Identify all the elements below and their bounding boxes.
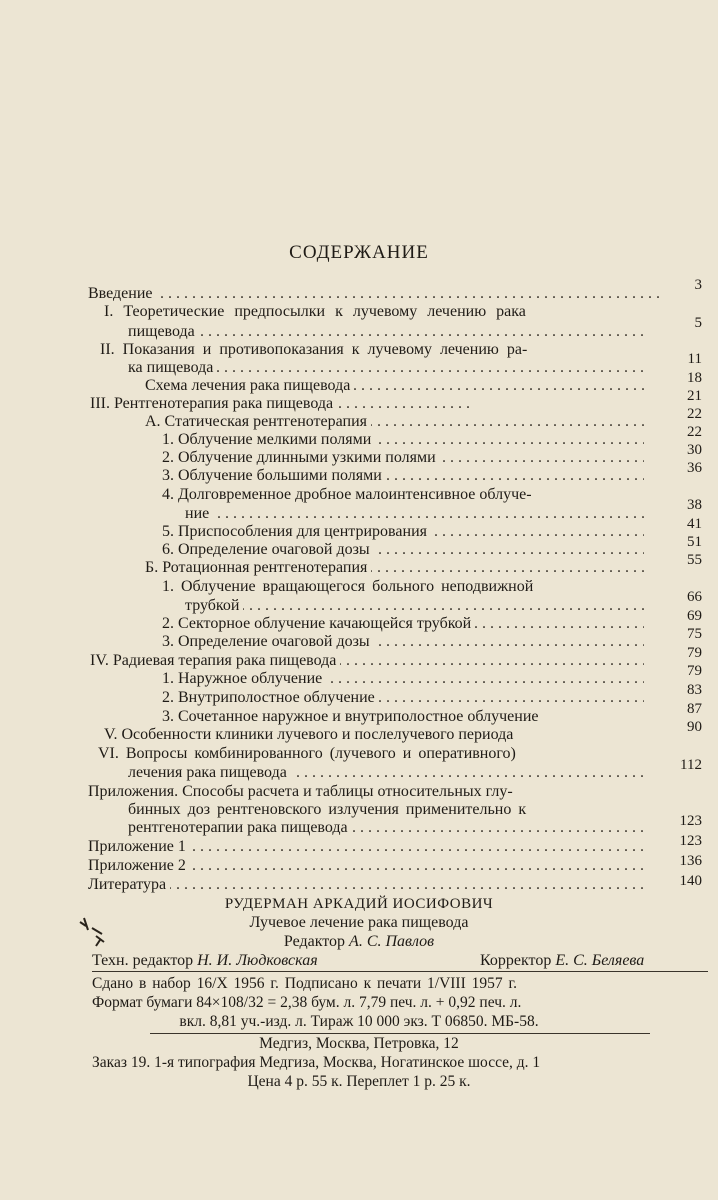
toc-page-number: 5 [694,315,702,331]
toc-entry: 5. Приспособления для центрирования . . . [162,522,644,542]
toc-entry: бинных доз рентгеновского излучения применительно к [128,800,654,820]
toc-entry: А. Статическая рентгенотерапия . . . [145,412,644,432]
author-name: РУДЕРМАН АРКАДИЙ ИОСИФОВИЧ [224,896,494,912]
toc-page-number: 18 [687,370,702,386]
toc-entry: II. Показания и противопоказания к лучевому лечению ра- [100,340,650,360]
toc-entry: Введение . . . [88,284,672,304]
toc-page-number: 3 [694,277,702,293]
corrector-line: Корректор Е. С. Беляева [480,952,645,969]
toc-page-number: 22 [687,424,702,440]
toc-page-number: 90 [687,719,702,735]
toc-page-number: 79 [687,663,702,679]
toc-entry: лечения рака пищевода . . . [128,763,644,783]
toc-entry: Схема лечения рака пищевода . . . [145,376,644,396]
toc-page-number: 21 [687,388,702,404]
toc-page-number: 123 [679,833,702,849]
imprint-line: Сдано в набор 16/X 1956 г. Подписано к печати 1/VIII 1957 г. [92,975,517,992]
toc-entry: 6. Определение очаговой дозы . . . [162,540,644,560]
toc-page-number: 112 [680,757,702,773]
imprint-line: вкл. 8,81 уч.-изд. л. Тираж 10 000 экз. Т 06850. МБ-58. [179,1013,539,1030]
book-title: Лучевое лечение рака пищевода [249,914,469,931]
toc-entry: Б. Ротационная рентгенотерапия . . . [145,558,644,578]
toc-page-number: 75 [687,626,702,642]
toc-page-number: 136 [679,853,702,869]
toc-entry: 1. Наружное облучение . . . [162,669,644,689]
toc-entry: 2. Облучение длинными узкими полями . . . [162,448,644,468]
toc-entry: 2. Внутриполостное облучение . . . [162,688,644,708]
order-line: Заказ 19. 1-я типография Медгиза, Москва, Ногатинское шоссе, д. 1 [92,1054,541,1071]
toc-entry: VI. Вопросы комбинированного (лучевого и оперативного) [98,744,654,764]
toc-entry: Приложение 1 . . . [88,837,644,857]
toc-entry: 1. Облучение вращающегося больного неподвижной [162,577,646,597]
imprint-line: Формат бумаги 84×108/32 = 2,38 бум. л. 7,79 печ. л. + 0,92 печ. л. [92,994,522,1011]
ink-mark-icon [74,914,114,948]
toc-page-number: 140 [679,873,702,889]
toc-entry: 2. Секторное облучение качающейся трубкой . . . [162,614,644,634]
toc-entry: 1. Облучение мелкими полями . . . [162,430,644,450]
editor-line: Редактор А. С. Павлов [283,933,435,950]
toc-page-number: 51 [687,534,702,550]
toc-page-number: 36 [687,460,702,476]
publisher-line: Медгиз, Москва, Петровка, 12 [259,1035,459,1052]
toc-page-number: 38 [687,497,702,513]
toc-page-number: 83 [687,682,702,698]
toc-entry: III. Рентгенотерапия рака пищевода . . . [90,394,470,414]
tech-editor-line: Техн. редактор Н. И. Людковская [92,952,318,969]
imprint-divider [92,971,708,972]
toc-page-number: 22 [687,406,702,422]
toc-entry: 4. Долговременное дробное малоинтенсивное облуче- [162,485,646,505]
page-title: СОДЕРЖАНИЕ [289,242,429,263]
toc-entry: Литература . . . [88,875,644,895]
toc-entry: 3. Облучение большими полями . . . [162,466,644,486]
toc-page-number: 79 [687,645,702,661]
toc-entry: рентгенотерапии рака пищевода . . . [128,818,644,838]
toc-entry: V. Особенности клиники лучевого и послелучевого периода [104,725,650,745]
toc-page-number: 11 [687,351,702,367]
toc-entry: IV. Радиевая терапия рака пищевода . . . [90,651,644,671]
toc-entry: Приложение 2 . . . [88,856,644,876]
toc-entry: 3. Сочетанное наружное и внутриполостное облучение [162,707,646,727]
toc-page-number: 123 [679,813,702,829]
toc-page-number: 41 [687,516,702,532]
toc-entry: ка пищевода . . . [128,358,644,378]
toc-page-number: 55 [687,552,702,568]
toc-page-number: 69 [687,608,702,624]
toc-entry: Приложения. Способы расчета и таблицы относительных глу- [88,782,654,802]
toc-entry: 3. Определение очаговой дозы . . . [162,632,644,652]
toc-page-number: 66 [687,589,702,605]
toc-entry: трубкой . . . [185,596,644,616]
toc-entry: пищевода . . . [128,322,644,342]
toc-entry: ние . . . [185,504,644,524]
toc-page-number: 30 [687,442,702,458]
toc-entry: I. Теоретические предпосылки к лучевому лечению рака [104,302,644,322]
toc-page-number: 87 [687,701,702,717]
price-line: Цена 4 р. 55 к. Переплет 1 р. 25 к. [247,1073,471,1090]
